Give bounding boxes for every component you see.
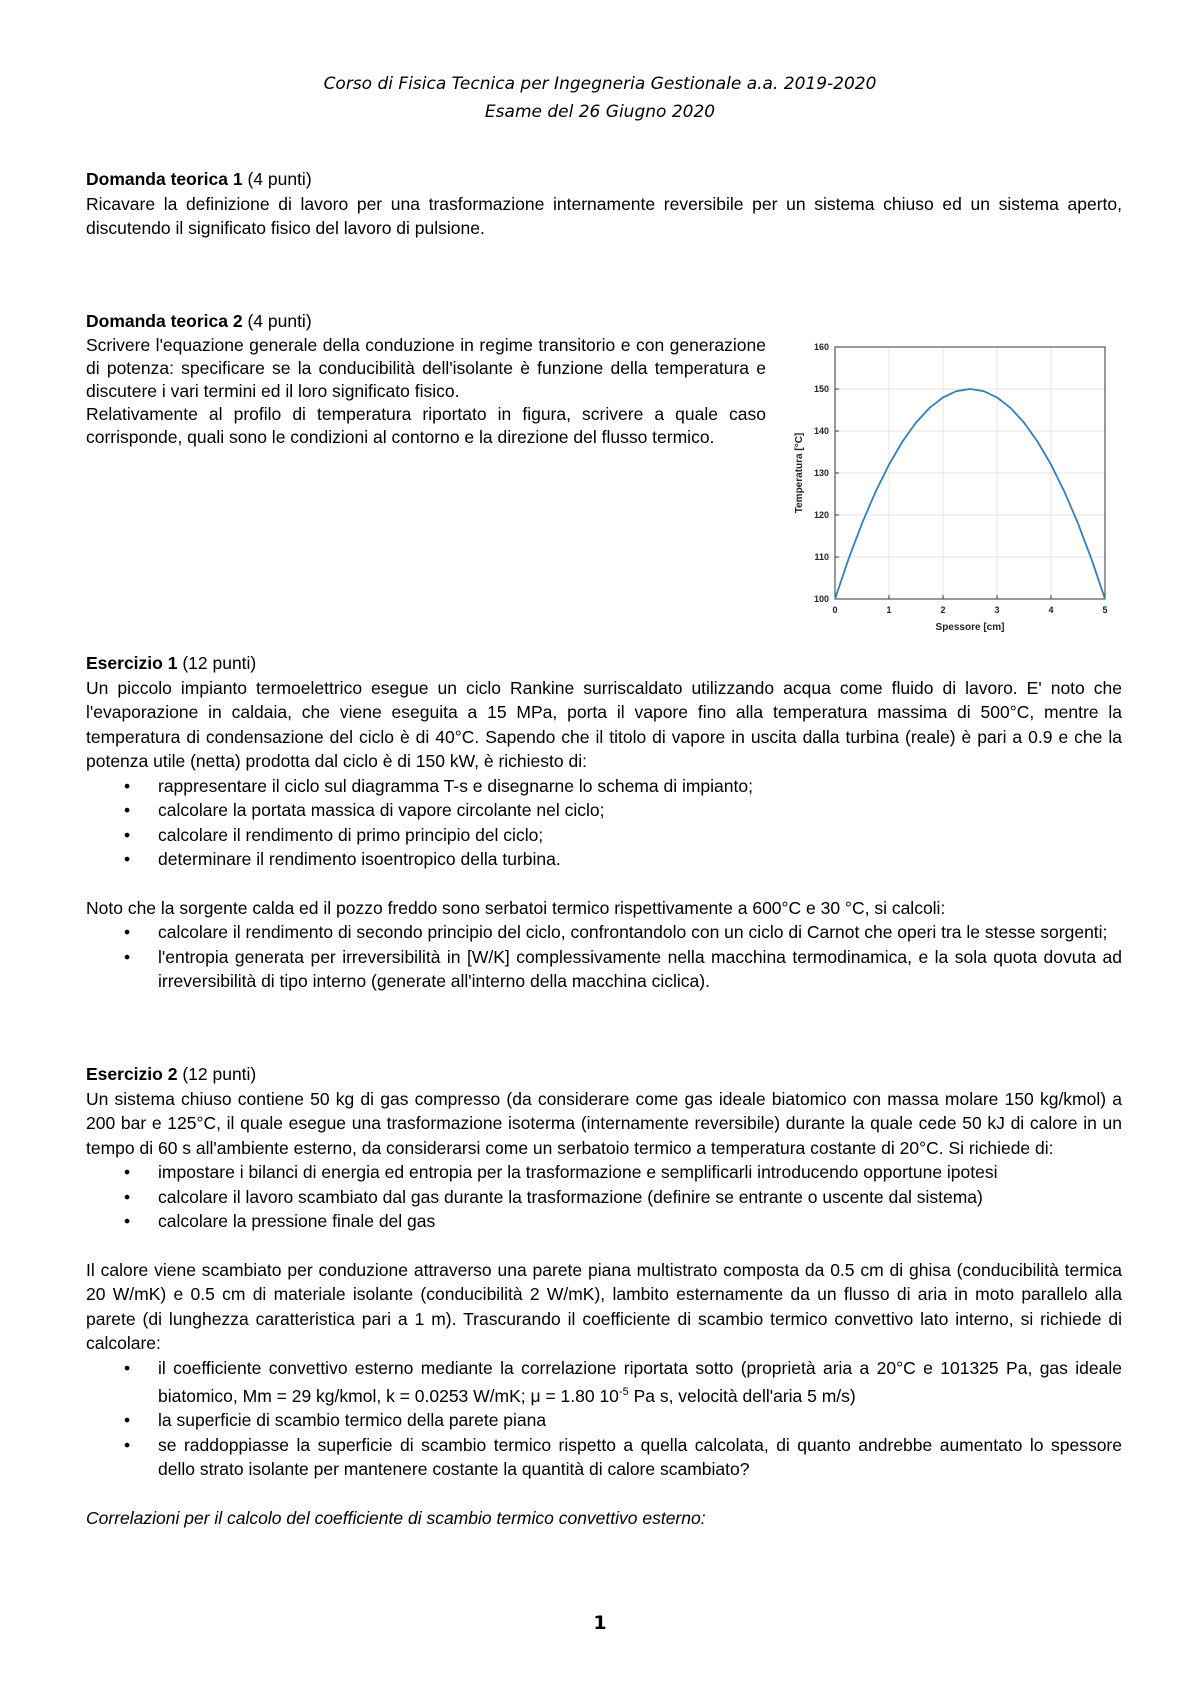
temperature-profile-chart — [790, 332, 1120, 642]
question-1 — [86, 167, 1122, 241]
list-item: • rappresentare il ciclo sul diagramma T-s e disegnarne lo schema di impianto; — [86, 774, 1122, 799]
exercise-1-heading: Esercizio 1 — [86, 653, 178, 673]
y-tick-label: 140 — [813, 426, 829, 436]
exercise-2-text: Un sistema chiuso contiene 50 kg di gas compresso (da considerare come gas ideale biatomico con massa molare 150 kg/kmol) a 200 bar e 125°C, il quale esegue una trasformazione isoterma (internamente reversibile) durante la quale cede 50 kJ di calore in un tempo di 60 s all'ambiente esterno, da considerarsi come un serbatoio termico a temperatura costante di 20°C. Si richiede di: — [86, 1088, 1122, 1158]
question-2-title — [86, 309, 766, 334]
x-tick-label: 1 — [886, 605, 892, 615]
list-item: • calcolare la pressione finale del gas — [86, 1209, 1122, 1234]
question-1-heading: Domanda teorica 1 — [86, 169, 243, 189]
y-tick-label: 160 — [813, 342, 829, 352]
exponent: -5 — [618, 1386, 629, 1398]
exercise-1-title — [86, 651, 1122, 676]
question-2-points: (4 punti) — [247, 311, 312, 331]
bullet-text: il coefficiente convettivo esterno mediante la correlazione riportata sotto (proprietà aria a 20°C e 101325 Pa, gas ideale biatomico, Mm = 29 kg/kmol, k = 0.0253 W/mK; μ = 1.80 10 — [158, 1357, 1122, 1406]
y-tick-label: 120 — [813, 510, 829, 520]
x-axis-label: Spessore [cm] — [935, 622, 1005, 633]
correlations-caption: Correlazioni per il calcolo del coefficiente di scambio termico convettivo esterno: — [86, 1507, 706, 1528]
list-item — [86, 1356, 1122, 1409]
exercise-1-points: (12 punti) — [182, 653, 257, 673]
list-item: • calcolare la portata massica di vapore circolante nel ciclo; — [86, 798, 1122, 823]
y-tick-label: 130 — [813, 468, 829, 478]
list-item: • impostare i bilanci di energia ed entropia per la trasformazione e semplificarli introducendo opportune ipotesi — [86, 1160, 1122, 1185]
x-tick-label: 3 — [994, 605, 1000, 615]
exercise-2-title — [86, 1062, 1122, 1087]
y-axis-label: Temperatura [°C] — [794, 432, 805, 514]
exercise-1 — [86, 651, 1122, 994]
x-tick-label: 5 — [1102, 605, 1108, 615]
exercise-2-points: (12 punti) — [182, 1064, 257, 1084]
list-item: • la superficie di scambio termico della parete piana — [86, 1408, 1122, 1433]
course-header: Corso di Fisica Tecnica per Ingegneria Gestionale a.a. 2019-2020 — [323, 74, 877, 94]
question-2-text-2: Relativamente al profilo di temperatura riportato in figura, scrivere a quale caso corrisponde, quali sono le condizioni al contorno e la direzione del flusso termico. — [86, 403, 766, 447]
exercise-2-tasks-2 — [86, 1356, 1122, 1482]
question-1-points: (4 punti) — [247, 169, 312, 189]
exercise-1-text-2: Noto che la sorgente calda ed il pozzo freddo sono serbatoi termico rispettivamente a 600°C e 30 °C, si calcoli: — [86, 897, 946, 918]
list-item: • calcolare il lavoro scambiato dal gas durante la trasformazione (definire se entrante o uscente dal sistema) — [86, 1185, 1122, 1210]
exercise-1-tasks-2 — [86, 920, 1122, 994]
y-tick-label: 110 — [814, 552, 829, 562]
question-1-text: Ricavare la definizione di lavoro per una trasformazione internamente reversibile per un sistema chiuso ed un sistema aperto, discutendo il significato fisico del lavoro di pulsione. — [86, 193, 1122, 238]
exercise-1-text: Un piccolo impianto termoelettrico esegue un ciclo Rankine surriscaldato utilizzando acqua come fluido di lavoro. E' noto che l'evaporazione in caldaia, che viene eseguita a 15 MPa, porta il vapore fino alla temperatura massima di 500°C, mentre la temperatura di condensazione del ciclo è di 40°C. Sapendo che il titolo di vapore in uscita dalla turbina (reale) è pari a 0.9 e che la potenza utile (netta) prodotta dal ciclo è di 150 kW, è richiesto di: — [86, 677, 1122, 771]
x-tick-label: 2 — [940, 605, 946, 615]
exercise-2-heading: Esercizio 2 — [86, 1064, 178, 1084]
list-item: • l'entropia generata per irreversibilità in [W/K] complessivamente nella macchina termodinamica, e la sola quota dovuta ad irreversibilità di tipo interno (generate all'interno della macchina ciclica). — [86, 945, 1122, 994]
y-tick-label: 100 — [813, 594, 829, 604]
question-2-text: Scrivere l'equazione generale della conduzione in regime transitorio e con generazione di potenza: specificare se la conducibilità dell'isolante è funzione della temperatura e discutere i vari termini ed il loro significato fisico. — [86, 334, 766, 401]
exercise-2-text-2: Il calore viene scambiato per conduzione attraverso una parete piana multistrato composta da 0.5 cm di ghisa (conducibilità termica 20 W/mK) e 0.5 cm di materiale isolante (conducibilità 2 W/mK), lambito esternamente da un flusso di aria in moto parallelo alla parete (di lunghezza caratteristica pari a 1 m). Trascurando il coefficiente di scambio termico convettivo lato interno, si richiede di calcolare: — [86, 1259, 1122, 1353]
list-item: • determinare il rendimento isoentropico della turbina. — [86, 847, 1122, 872]
x-tick-label: 0 — [832, 605, 838, 615]
y-tick-label: 150 — [813, 384, 829, 394]
exam-date: Esame del 26 Giugno 2020 — [484, 102, 716, 122]
page-number: 1 — [593, 1612, 607, 1634]
question-2-heading: Domanda teorica 2 — [86, 311, 243, 331]
list-item: • calcolare il rendimento di primo principio del ciclo; — [86, 823, 1122, 848]
x-tick-label: 4 — [1048, 605, 1054, 615]
exercise-2-tasks — [86, 1160, 1122, 1234]
exercise-2 — [86, 1062, 1122, 1530]
exercise-1-tasks — [86, 774, 1122, 872]
temperature-curve — [835, 389, 1105, 599]
list-item: • calcolare il rendimento di secondo principio del ciclo, confrontandolo con un ciclo di Carnot che operi tra le stesse sorgenti; — [86, 920, 1122, 945]
bullet-text-end: Pa s, velocità dell'aria 5 m/s) — [628, 1385, 856, 1406]
question-2 — [86, 309, 766, 449]
question-1-title — [86, 167, 1122, 192]
list-item: • se raddoppiasse la superficie di scambio termico rispetto a quella calcolata, di quanto andrebbe aumentato lo spessore dello strato isolante per mantenere costante la quantità di calore scambiato? — [86, 1433, 1122, 1482]
